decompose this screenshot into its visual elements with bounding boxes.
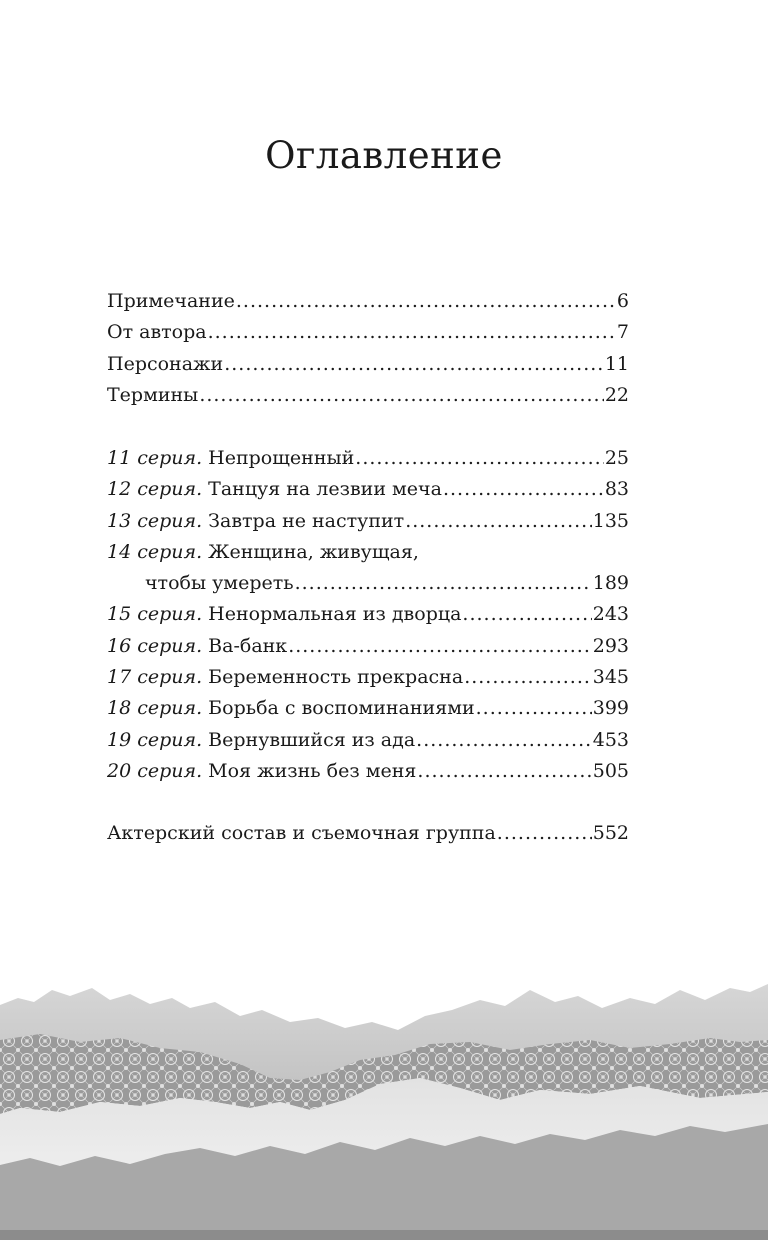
toc-episode-entry	[107, 693, 629, 724]
episode-number: 12 серия.	[107, 478, 203, 501]
toc-entry-label: От автора	[107, 321, 207, 344]
toc-entry-page: 293	[592, 634, 629, 657]
toc-entry-page: 189	[592, 572, 629, 595]
toc-episode-entry	[107, 506, 629, 537]
toc-entry-label: Термины	[107, 383, 199, 406]
episode-number: 14 серия.	[107, 540, 203, 563]
dot-leader	[208, 317, 616, 348]
toc-entry-page: 552	[592, 822, 629, 844]
episode-title: Борьба с воспоминаниями	[208, 697, 475, 720]
toc-entry-page: 135	[592, 509, 629, 532]
toc-back-matter	[107, 818, 629, 849]
toc-episodes	[107, 443, 629, 787]
toc-entry-label	[107, 662, 463, 693]
toc-entry	[107, 317, 629, 348]
episode-number: 17 серия.	[107, 666, 203, 689]
toc-entry-page: 25	[604, 447, 629, 469]
toc-episode-entry	[107, 662, 629, 693]
toc-entry	[107, 286, 629, 317]
toc-episode-entry	[107, 756, 629, 787]
toc-entry-label	[107, 443, 354, 474]
toc-episode-entry	[107, 537, 629, 568]
dot-leader	[497, 818, 592, 849]
toc-entry-label	[107, 631, 287, 662]
toc-entry-page: 11	[604, 352, 629, 375]
dot-leader	[476, 693, 592, 724]
episode-number: 11 серия.	[107, 447, 203, 469]
dot-leader	[295, 568, 592, 599]
episode-number: 13 серия.	[107, 509, 203, 532]
toc-entry-page: 399	[592, 697, 629, 720]
episode-title: Ва-банк	[208, 634, 288, 657]
episode-title: Женщина, живущая,	[208, 540, 419, 563]
toc-entry-page: 6	[616, 290, 629, 312]
toc-episode-entry-continuation	[107, 568, 629, 599]
toc-entry-label	[107, 506, 404, 537]
page-title: Оглавление	[265, 134, 503, 177]
toc-entry-page: 505	[592, 759, 629, 782]
episode-number: 16 серия.	[107, 634, 203, 657]
toc-entry-page: 83	[604, 478, 629, 501]
toc-entry-page: 7	[616, 321, 629, 344]
toc-entry-label	[107, 693, 475, 724]
dot-leader	[417, 756, 591, 787]
toc-entry-page: 22	[604, 383, 629, 406]
toc-episode-entry	[107, 474, 629, 505]
toc-entry-label	[107, 756, 416, 787]
episode-title: Беременность прекрасна	[208, 666, 464, 689]
episode-number: 18 серия.	[107, 697, 203, 720]
dot-leader	[236, 286, 616, 317]
episode-title: Вернувшийся из ада	[208, 728, 416, 751]
episode-title-continuation: чтобы умереть	[145, 572, 294, 595]
toc-entry-page: 453	[592, 728, 629, 751]
toc-entry-label	[107, 474, 442, 505]
episode-title: Танцуя на лезвии меча	[208, 478, 442, 501]
toc-entry-label: Персонажи	[107, 352, 224, 375]
dot-leader	[464, 662, 592, 693]
toc-episode-entry	[107, 631, 629, 662]
episode-title: Ненормальная из дворца	[208, 603, 462, 626]
toc-episode-entry	[107, 725, 629, 756]
episode-title: Моя жизнь без меня	[208, 759, 417, 782]
toc-entry-label: Примечание	[107, 290, 235, 312]
dot-leader	[199, 380, 604, 411]
dot-leader	[443, 474, 604, 505]
episode-number: 19 серия.	[107, 728, 203, 751]
torn-paper-decoration	[0, 960, 768, 1240]
dot-leader	[462, 599, 591, 630]
toc-episode-entry	[107, 599, 629, 630]
episode-number: 15 серия.	[107, 603, 203, 626]
toc-entry-label	[107, 537, 419, 568]
dot-leader	[405, 506, 592, 537]
toc-entry-label: Актерский состав и съемочная группа	[107, 822, 496, 844]
dot-leader	[355, 443, 604, 474]
toc-entry-label	[107, 725, 415, 756]
toc-entry-page: 345	[592, 666, 629, 689]
toc-entry	[107, 380, 629, 411]
dot-leader	[224, 349, 604, 380]
toc-entry-page: 243	[592, 603, 629, 626]
toc-front-matter	[107, 286, 629, 411]
episode-title: Завтра не наступит	[208, 509, 405, 532]
toc-entry	[107, 349, 629, 380]
toc-entry	[107, 818, 629, 849]
episode-title: Непрощенный	[208, 447, 355, 469]
dot-leader	[416, 725, 592, 756]
toc-episode-entry	[107, 443, 629, 474]
toc-entry-label	[107, 599, 461, 630]
episode-number: 20 серия.	[107, 759, 203, 782]
dot-leader	[288, 631, 592, 662]
